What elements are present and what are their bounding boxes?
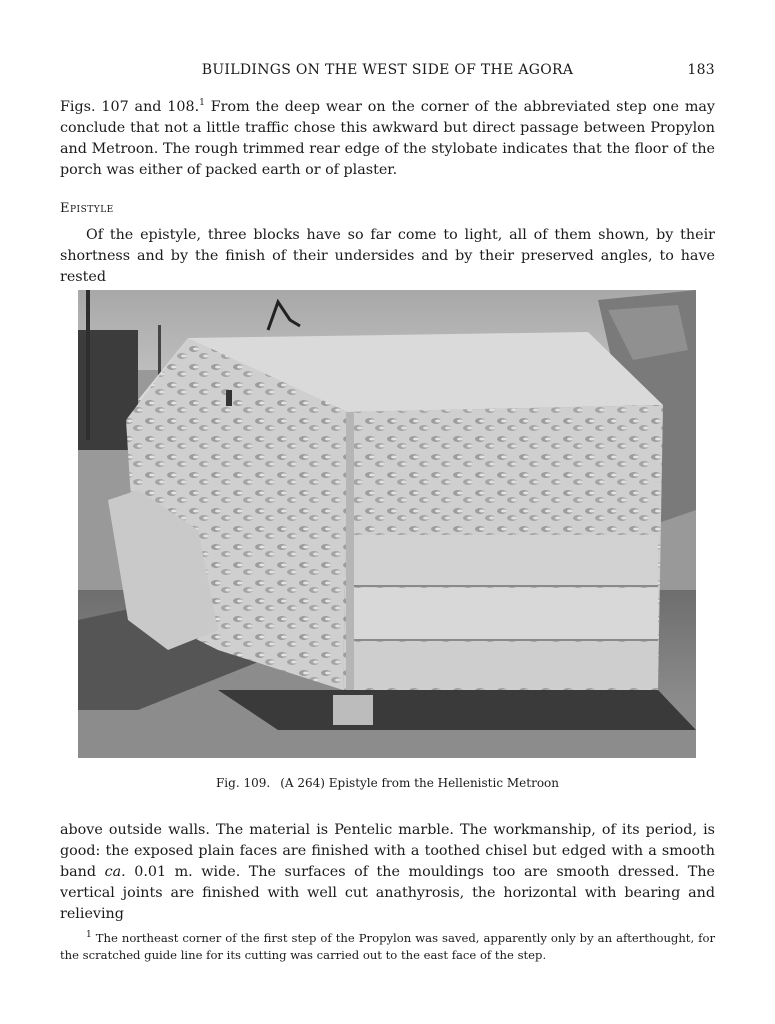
figure-label: Fig. 109. xyxy=(215,776,271,790)
figure-caption-text: (A 264) Epistyle from the Hellenistic Metroon xyxy=(280,776,559,790)
paragraph-1 xyxy=(60,97,715,181)
footnote-text: The northeast corner of the first step of the Propylon was saved, apparently only by an afterthought, for the scratched guide line for its cutting was carried out to the east face of the step. xyxy=(60,931,715,962)
paragraph-2-text: Of the epistyle, three blocks have so far come to light, all of them shown, by their shortness and by the finish of their undersides and by their preserved angles, to have rested xyxy=(60,227,715,285)
running-title: BUILDINGS ON THE WEST SIDE OF THE AGORA xyxy=(201,62,574,78)
paragraph-1-rest: From the deep wear on the corner of the abbreviated step one may conclude that not a little traffic chose this awkward but direct passage between Propylon and Metroon. The rough trimmed rear edge of the stylobate indicates that the floor of the porch was either of packed earth or of plaster. xyxy=(60,99,715,178)
footnote-1 xyxy=(60,930,715,964)
abbreviation-ca: ca. xyxy=(104,864,126,880)
section-heading-epistyle: Epistyle xyxy=(60,201,114,216)
paragraph-3-start: above outside walls. The material is Pentelic marble. The workmanship, of its period, is good: the exposed plain faces are finished with a toothed chisel but edged with a smooth band xyxy=(60,822,715,880)
paragraph-2 xyxy=(60,225,715,288)
page-number: 183 xyxy=(687,62,715,78)
figure-caption xyxy=(60,776,715,790)
paragraph-3-rest: 0.01 m. wide. The surfaces of the mouldings too are smooth dressed. The vertical joints are finished with well cut anathyrosis, the horizontal with bearing and relieving xyxy=(60,864,715,922)
footnote-reference: 1 xyxy=(199,98,205,109)
footnote-marker: 1 xyxy=(86,930,92,941)
paragraph-1-start: Figs. 107 and 108. xyxy=(60,99,200,115)
page-header xyxy=(60,62,715,82)
paragraph-3 xyxy=(60,820,715,925)
epistyle-photo-illustration xyxy=(78,290,696,758)
figure-photo-epistyle-block xyxy=(78,290,696,758)
